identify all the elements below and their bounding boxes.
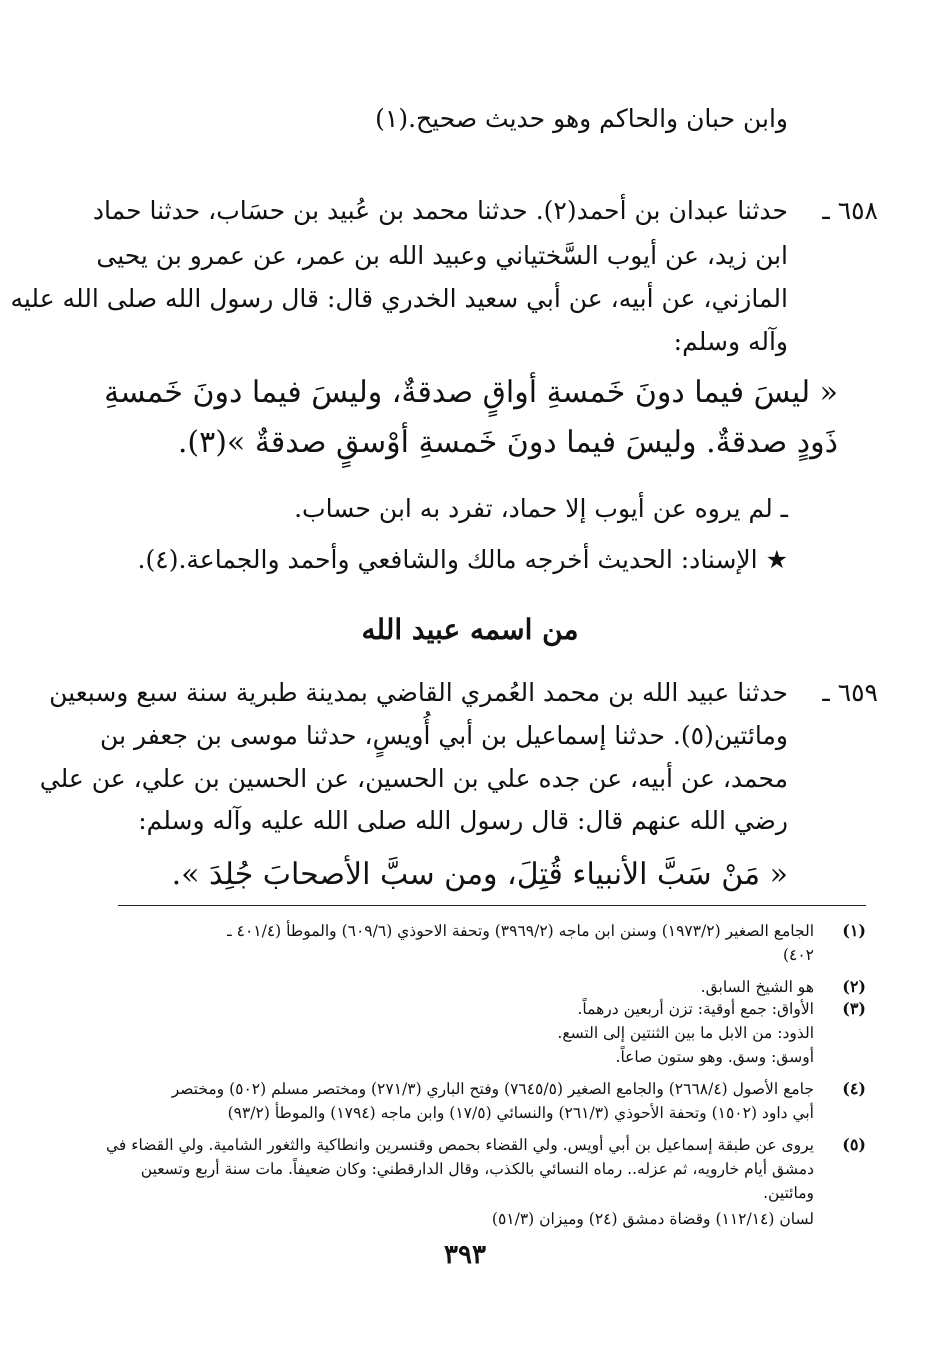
hadith-658-line-3: المازني، عن أبيه، عن أبي سعيد الخدري قال: قال رسول الله صلى الله عليه	[10, 284, 788, 313]
hadith-658-isnad: ★ الإسناد: الحديث أخرجه مالك والشافعي وأحمد والجماعة.(٤).	[137, 545, 788, 574]
hadith-658-quote-2: ذَودٍ صدقةٌ. وليسَ فيما دونَ خَمسةِ أوْسقٍ صدقةٌ »(٣).	[177, 425, 838, 460]
footnote-1-line-2: ٤٠٢)	[782, 946, 814, 964]
hadith-659-line-1: حدثنا عبيد الله بن محمد العُمري القاضي بمدينة طبرية سنة سبع وسبعين	[49, 678, 788, 707]
page-number: ٣٩٣	[444, 1240, 486, 1270]
hadith-659-quote: « مَنْ سَبَّ الأنبياء قُتِلَ، ومن سبَّ الأصحابَ جُلِدَ ».	[171, 857, 788, 892]
continuation-line: وابن حبان والحاكم وهو حديث صحيح.(١)	[375, 104, 788, 133]
hadith-658-note: ـ لم يروه عن أيوب إلا حماد، تفرد به ابن حساب.	[294, 494, 788, 523]
footnote-separator	[118, 905, 866, 906]
footnote-3-line-2: الذود: من الابل ما بين الثنتين إلى التسع.	[557, 1024, 814, 1042]
footnote-5-line-4: لسان (١١٢/١٤) وقضاة دمشق (٢٤) وميزان (٥١/٣)	[491, 1210, 814, 1228]
footnote-3-line-1: الأواق: جمع أوقية: تزن أربعين درهماً.	[577, 1000, 814, 1018]
footnote-5-line-3: ومائتين.	[763, 1184, 814, 1202]
hadith-number-659: ٦٥٩ ـ	[822, 678, 878, 707]
hadith-659-line-4: رضي الله عنهم قال: قال رسول الله صلى الله عليه وآله وسلم:	[138, 806, 788, 835]
footnote-5-line-1: يروى عن طبقة إسماعيل بن أبي أويس. ولي القضاء بحمص وقنسرين وانطاكية والثغور الشامية. ولي القضاء في	[105, 1136, 814, 1154]
hadith-659-line-2: ومائتين(٥). حدثنا إسماعيل بن أبي أُويسٍ، حدثنا موسى بن جعفر بن	[100, 721, 788, 750]
footnote-4-line-2: أبي داود (١٥٠٢) وتحفة الأحوذي (٢٦١/٣) والنسائي (١٧/٥) وابن ماجه (١٧٩٤) والموطأ (٩٣/٢)	[227, 1104, 814, 1122]
footnote-number-1: (١)	[842, 921, 866, 940]
hadith-658-line-4: وآله وسلم:	[673, 327, 788, 356]
footnote-1-line-1: الجامع الصغير (١٩٧٣/٢) وسنن ابن ماجه (٣٩٦٩/٢) وتحفة الاحوذي (٦٠٩/٦) والموطأ (٤٠١/٤ ـ	[227, 922, 814, 940]
hadith-658-quote-1: « ليسَ فيما دونَ خَمسةِ أواقٍ صدقةٌ، وليسَ فيما دونَ خَمسةِ	[104, 375, 838, 410]
footnote-number-5: (٥)	[842, 1135, 866, 1154]
footnote-4-line-1: جامع الأصول (٢٦٦٨/٤) والجامع الصغير (٧٦٤٥/٥) وفتح الباري (٢٧١/٣) ومختصر مسلم (٥٠٢) ومختصر	[171, 1080, 814, 1098]
hadith-number-658: ٦٥٨ ـ	[822, 196, 878, 225]
footnote-3-line-3: أوسق: وسق. وهو ستون صاعاً.	[615, 1048, 814, 1066]
hadith-658-line-1: حدثنا عبدان بن أحمد(٢). حدثنا محمد بن عُبيد بن حسَاب، حدثنا حماد	[92, 196, 788, 225]
footnote-number-3: (٣)	[842, 999, 866, 1018]
footnote-5-line-2: دمشق أيام خارويه، ثم عزله.. رماه النسائي بالكذب، وقال الدارقطني: وكان ضعيفاً. مات سنة أربع وتسعين	[140, 1160, 814, 1178]
footnote-number-4: (٤)	[842, 1079, 866, 1098]
footnote-number-2: (٢)	[842, 977, 866, 996]
hadith-659-line-3: محمد، عن أبيه، عن جده علي بن الحسين، عن الحسين بن علي، عن علي	[39, 764, 788, 793]
footnote-2-line-1: هو الشيخ السابق.	[700, 978, 814, 996]
hadith-658-line-2: ابن زيد، عن أيوب السَّختياني وعبيد الله بن عمر، عن عمرو بن يحيى	[96, 241, 788, 270]
section-heading: من اسمه عبيد الله	[361, 613, 579, 646]
